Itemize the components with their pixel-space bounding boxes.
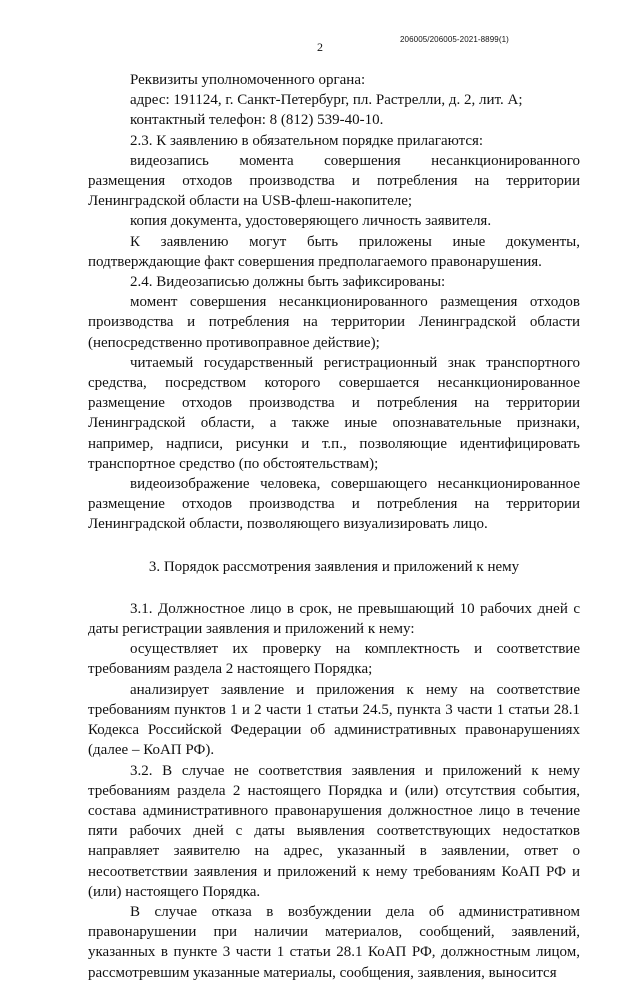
paragraph: момент совершения несанкционированного размещения отходов производства и потребления на территории Ленинградской области (непосредственно противоправное действие); bbox=[88, 294, 580, 351]
paragraph: К заявлению могут быть приложены иные документы, подтверждающие факт совершения предполагаемого правонарушения. bbox=[88, 233, 580, 270]
page-number: 2 bbox=[317, 40, 323, 54]
paragraph: 2.4. Видеозаписью должны быть зафиксированы: bbox=[130, 274, 446, 291]
paragraph: 3.2. В случае не соответствия заявления и приложений к нему требованиям раздела 2 настоящего Порядка и (или) отсутствия события, состава административного правонарушения должностное лицо в течение пяти рабочих дней с даты выявления соответствующих недостатков направляет заявителю на адрес, указанный в заявлении, ответ о несоответствии заявления и приложений к нему требованиям КоАП РФ и (или) настоящего Порядка. bbox=[88, 762, 580, 900]
paragraph: осуществляет их проверку на комплектность и соответствие требованиям раздела 2 настоящего Порядка; bbox=[88, 641, 580, 678]
paragraph: контактный телефон: 8 (812) 539-40-10. bbox=[130, 112, 384, 129]
paragraph: Реквизиты уполномоченного органа: bbox=[130, 72, 366, 88]
paragraph: читаемый государственный регистрационный знак транспортного средства, посредством которого совершается несанкционированное размещение отходов производства и потребления на территории Ленинградской области, а также иные опознавательные признаки, например, надписи, рисунки и т.п., позволяющие идентифицировать транспортное средство (по обстоятельствам); bbox=[88, 354, 580, 472]
document-number: 206005/206005-2021-8899(1) bbox=[400, 35, 509, 44]
paragraph: 3.1. Должностное лицо в срок, не превышающий 10 рабочих дней с даты регистрации заявления и приложений к нему: bbox=[88, 600, 580, 638]
document-body bbox=[88, 70, 580, 983]
paragraph: анализирует заявление и приложения к нему на соответствие требованиям пунктов 1 и 2 части 1 статьи 24.5, пункта 3 части 1 статьи 28.1 Кодекса Российской Федерации об административных правонарушениях (далее – КоАП РФ). bbox=[88, 681, 580, 759]
section-heading: 3. Порядок рассмотрения заявления и приложений к нему bbox=[148, 558, 520, 575]
paragraph: В случае отказа в возбуждении дела об административном правонарушении при наличии материалов, сообщений, заявлений, указанных в пункте 3 части 1 статьи 28.1 КоАП РФ, должностным лицом, рассмотревшим указанные материалы, сообщения, заявления, выносится bbox=[88, 903, 580, 981]
paragraph: 2.3. К заявлению в обязательном порядке прилагаются: bbox=[130, 132, 484, 149]
paragraph: видеоизображение человека, совершающего несанкционированное размещение отходов производства и потребления на территории Ленинградской области, позволяющего визуализировать лицо. bbox=[88, 476, 580, 533]
paragraph: видеозапись момента совершения несанкционированного размещения отходов производства и потребления на территории Ленинградской области на USB-флеш-накопителе; bbox=[88, 152, 580, 210]
paragraph: копия документа, удостоверяющего личность заявителя. bbox=[130, 213, 492, 230]
paragraph: адрес: 191124, г. Санкт-Петербург, пл. Растрелли, д. 2, лит. А; bbox=[130, 92, 523, 109]
